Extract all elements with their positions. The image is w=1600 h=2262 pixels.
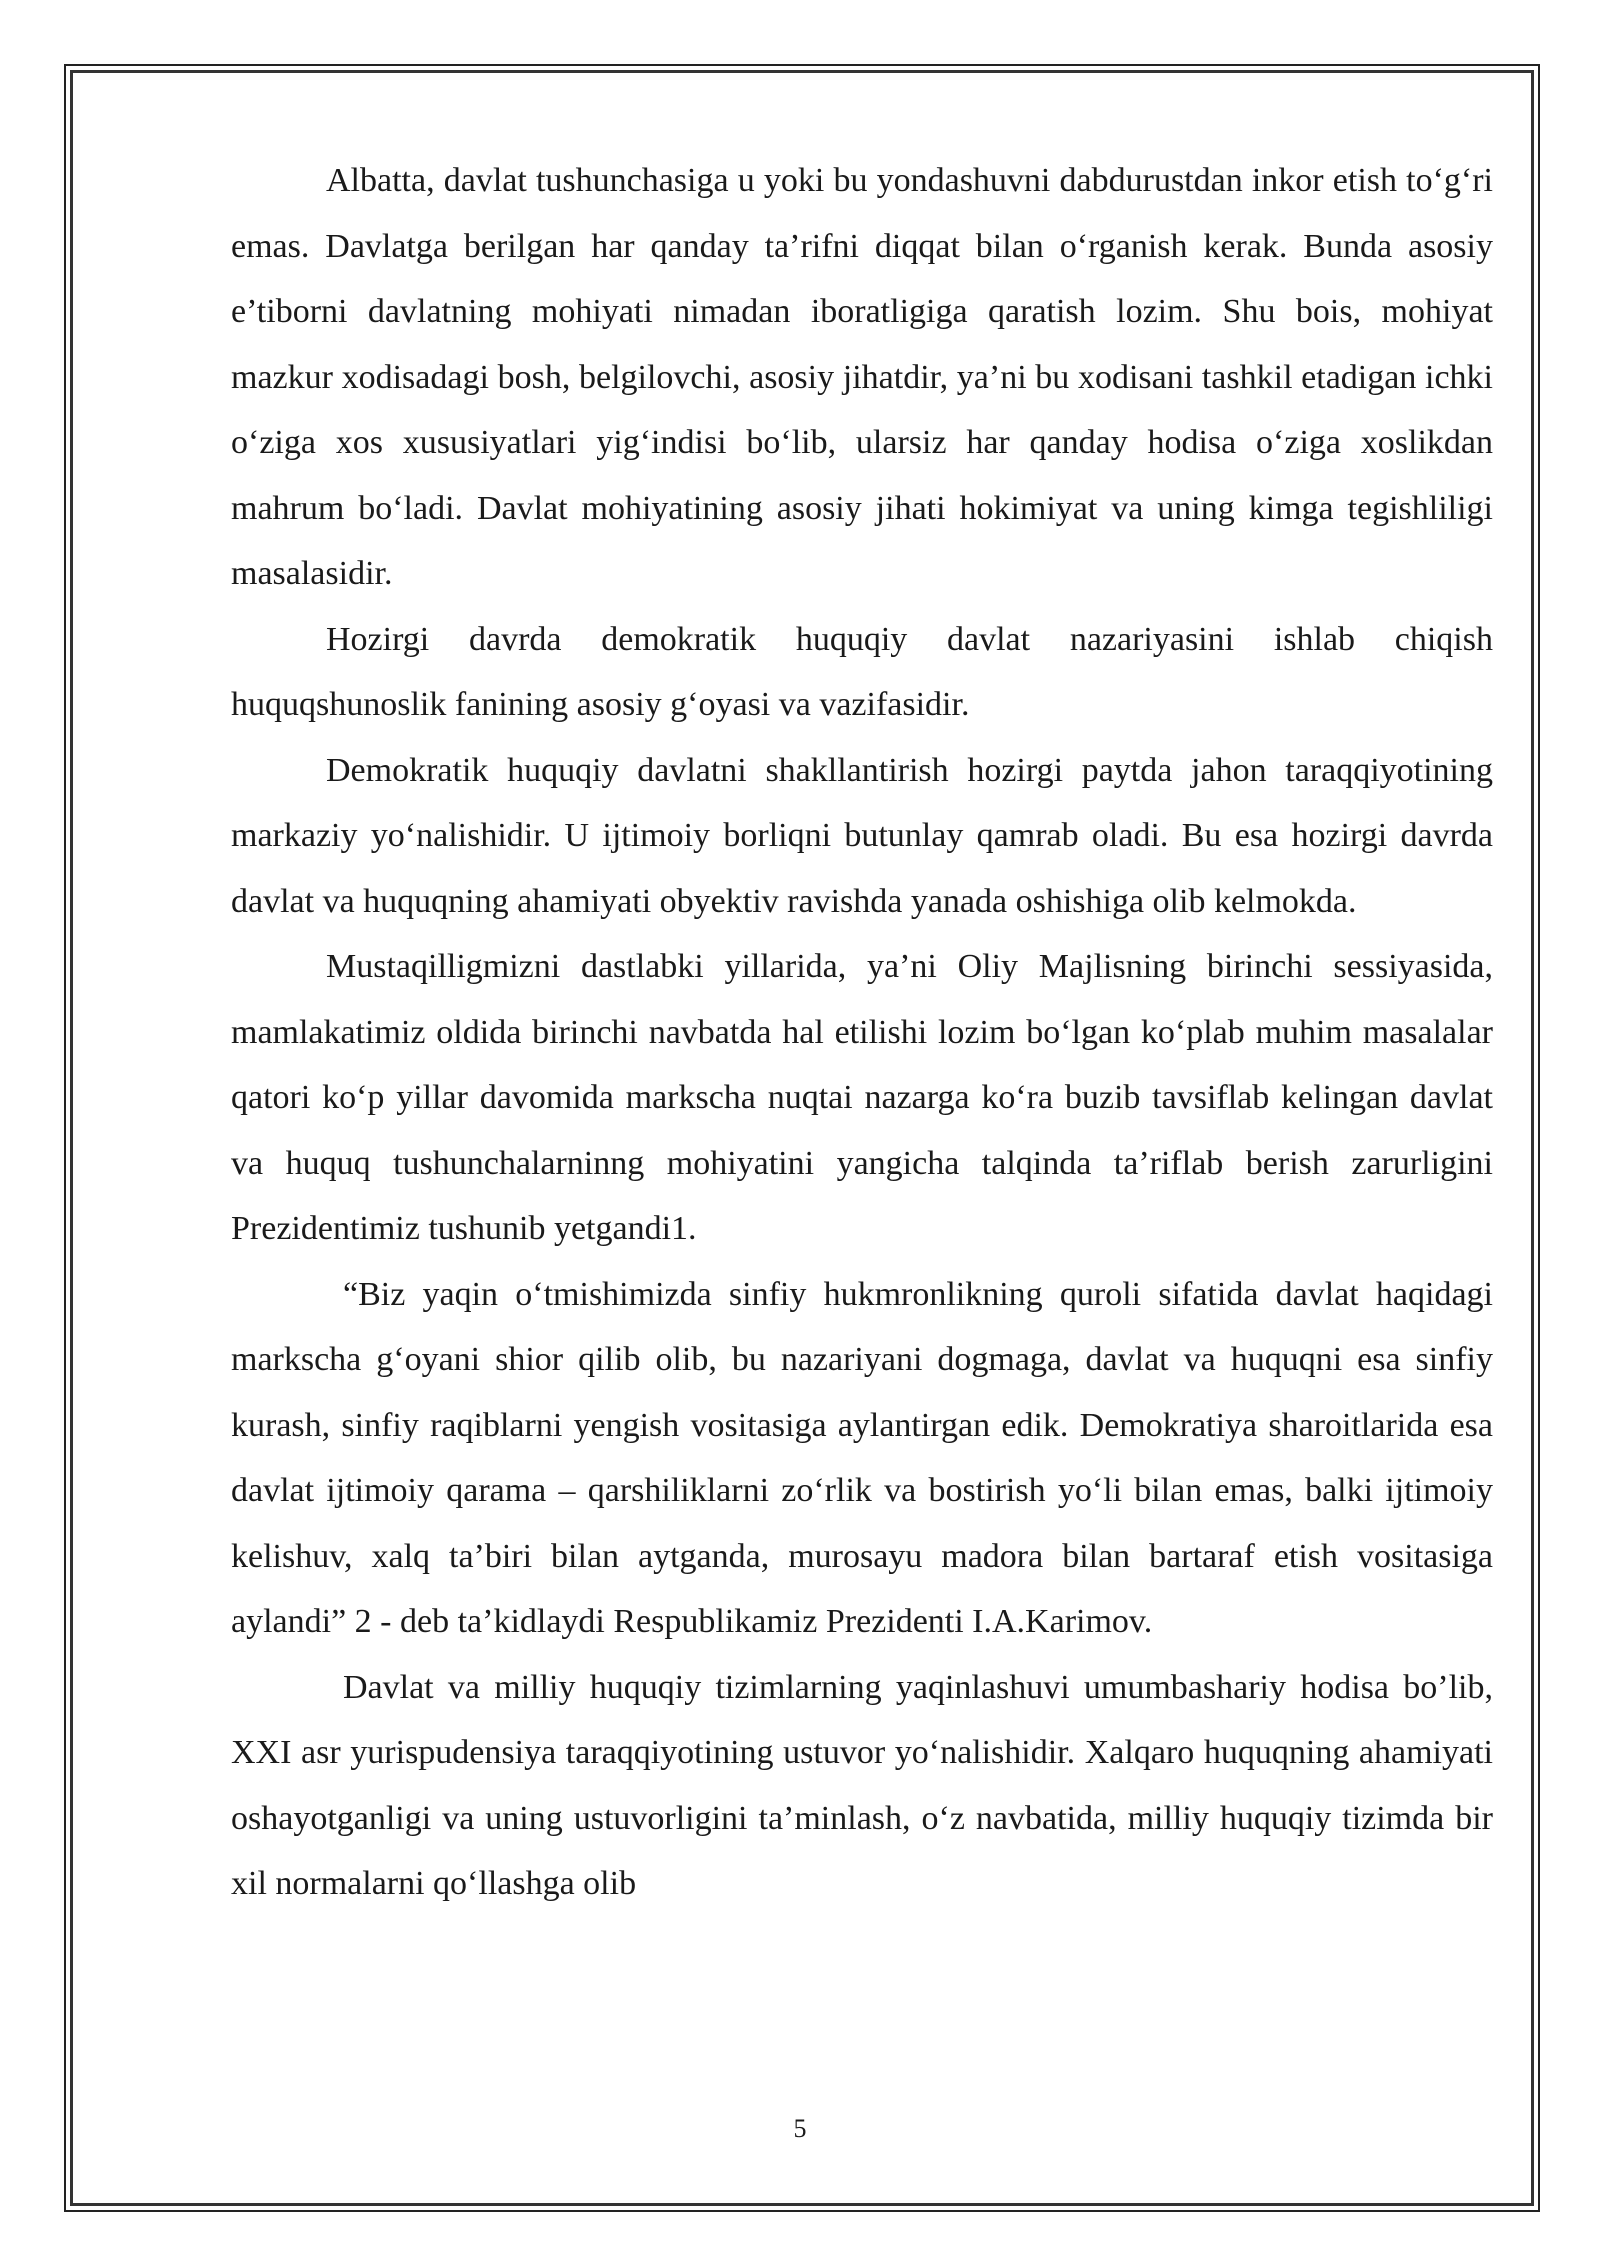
paragraph: Davlat va milliy huquqiy tizimlarning yaqinlashuvi umumbashariy hodisa bo’lib, XXI asr yurispudensiya taraqqiyotining ustuvor yo‘nalishidir. Xalqaro huquqning ahamiyati oshayotganligi va uning ustuvorligini ta’minlash, o‘z navbatida, milliy huquqiy tizimda bir xil normalarni qo‘llashga olib (231, 1668, 1493, 1902)
page-number: 5 (793, 2114, 807, 2143)
document-body (231, 148, 1493, 1917)
paragraph: Albatta, davlat tushunchasiga u yoki bu yondashuvni dabdurustdan inkor etish to‘g‘ri emas. Davlatga berilgan har qanday ta’rifni diqqat bilan o‘rganish kerak. Bunda asosiy e’tiborni davlatning mohiyati nimadan iboratligiga qaratish lozim. Shu bois, mohiyat mazkur xodisadagi bosh, belgilovchi, asosiy jihatdir, ya’ni bu xodisani tashkil etadigan ichki o‘ziga xos xususiyatlari yig‘indisi bo‘lib, ularsiz har qanday hodisa o‘ziga xoslikdan mahrum bo‘ladi. Davlat mohiyatining asosiy jihati hokimiyat va uning kimga tegishliligi masalasidir. (231, 162, 1493, 592)
paragraph: Demokratik huquqiy davlatni shakllantirish hozirgi paytda jahon taraqqiyotining markaziy yo‘nalishidir. U ijtimoiy borliqni butunlay qamrab oladi. Bu esa hozirgi davrda davlat va huquqning ahamiyati obyektiv ravishda yanada oshishiga olib kelmokda. (231, 751, 1493, 920)
paragraph: Hozirgi davrda demokratik huquqiy davlat nazariyasini ishlab chiqish huquqshunoslik fanining asosiy g‘oyasi va vazifasidir. (231, 620, 1493, 723)
quote-paragraph: “Biz yaqin o‘tmishimizda sinfiy hukmronlikning quroli sifatida davlat haqidagi markscha g‘oyani shior qilib olib, bu nazariyani dogmaga, davlat va huquqni esa sinfiy kurash, sinfiy raqiblarni yengish vositasiga aylantirgan edik. Demokratiya sharoitlarida esa davlat ijtimoiy qarama – qarshiliklarni zo‘rlik va bostirish yo‘li bilan emas, balki ijtimoiy kelishuv, xalq ta’biri bilan aytganda, murosayu madora bilan bartaraf etish vositasiga aylandi” 2 - deb ta’kidlaydi Respublikamiz Prezidenti I.A.Karimov. (231, 1275, 1493, 1640)
paragraph: Mustaqilligmizni dastlabki yillarida, ya’ni Oliy Majlisning birinchi sessiyasida, mamlakatimiz oldida birinchi navbatda hal etilishi lozim bo‘lgan ko‘plab muhim masalalar qatori ko‘p yillar davomida markscha nuqtai nazarga ko‘ra buzib tavsiflab kelingan davlat va huquq tushunchalarninng mohiyatini yangicha talqinda ta’riflab berish zarurligini Prezidentimiz tushunib yetgandi1. (231, 948, 1493, 1247)
